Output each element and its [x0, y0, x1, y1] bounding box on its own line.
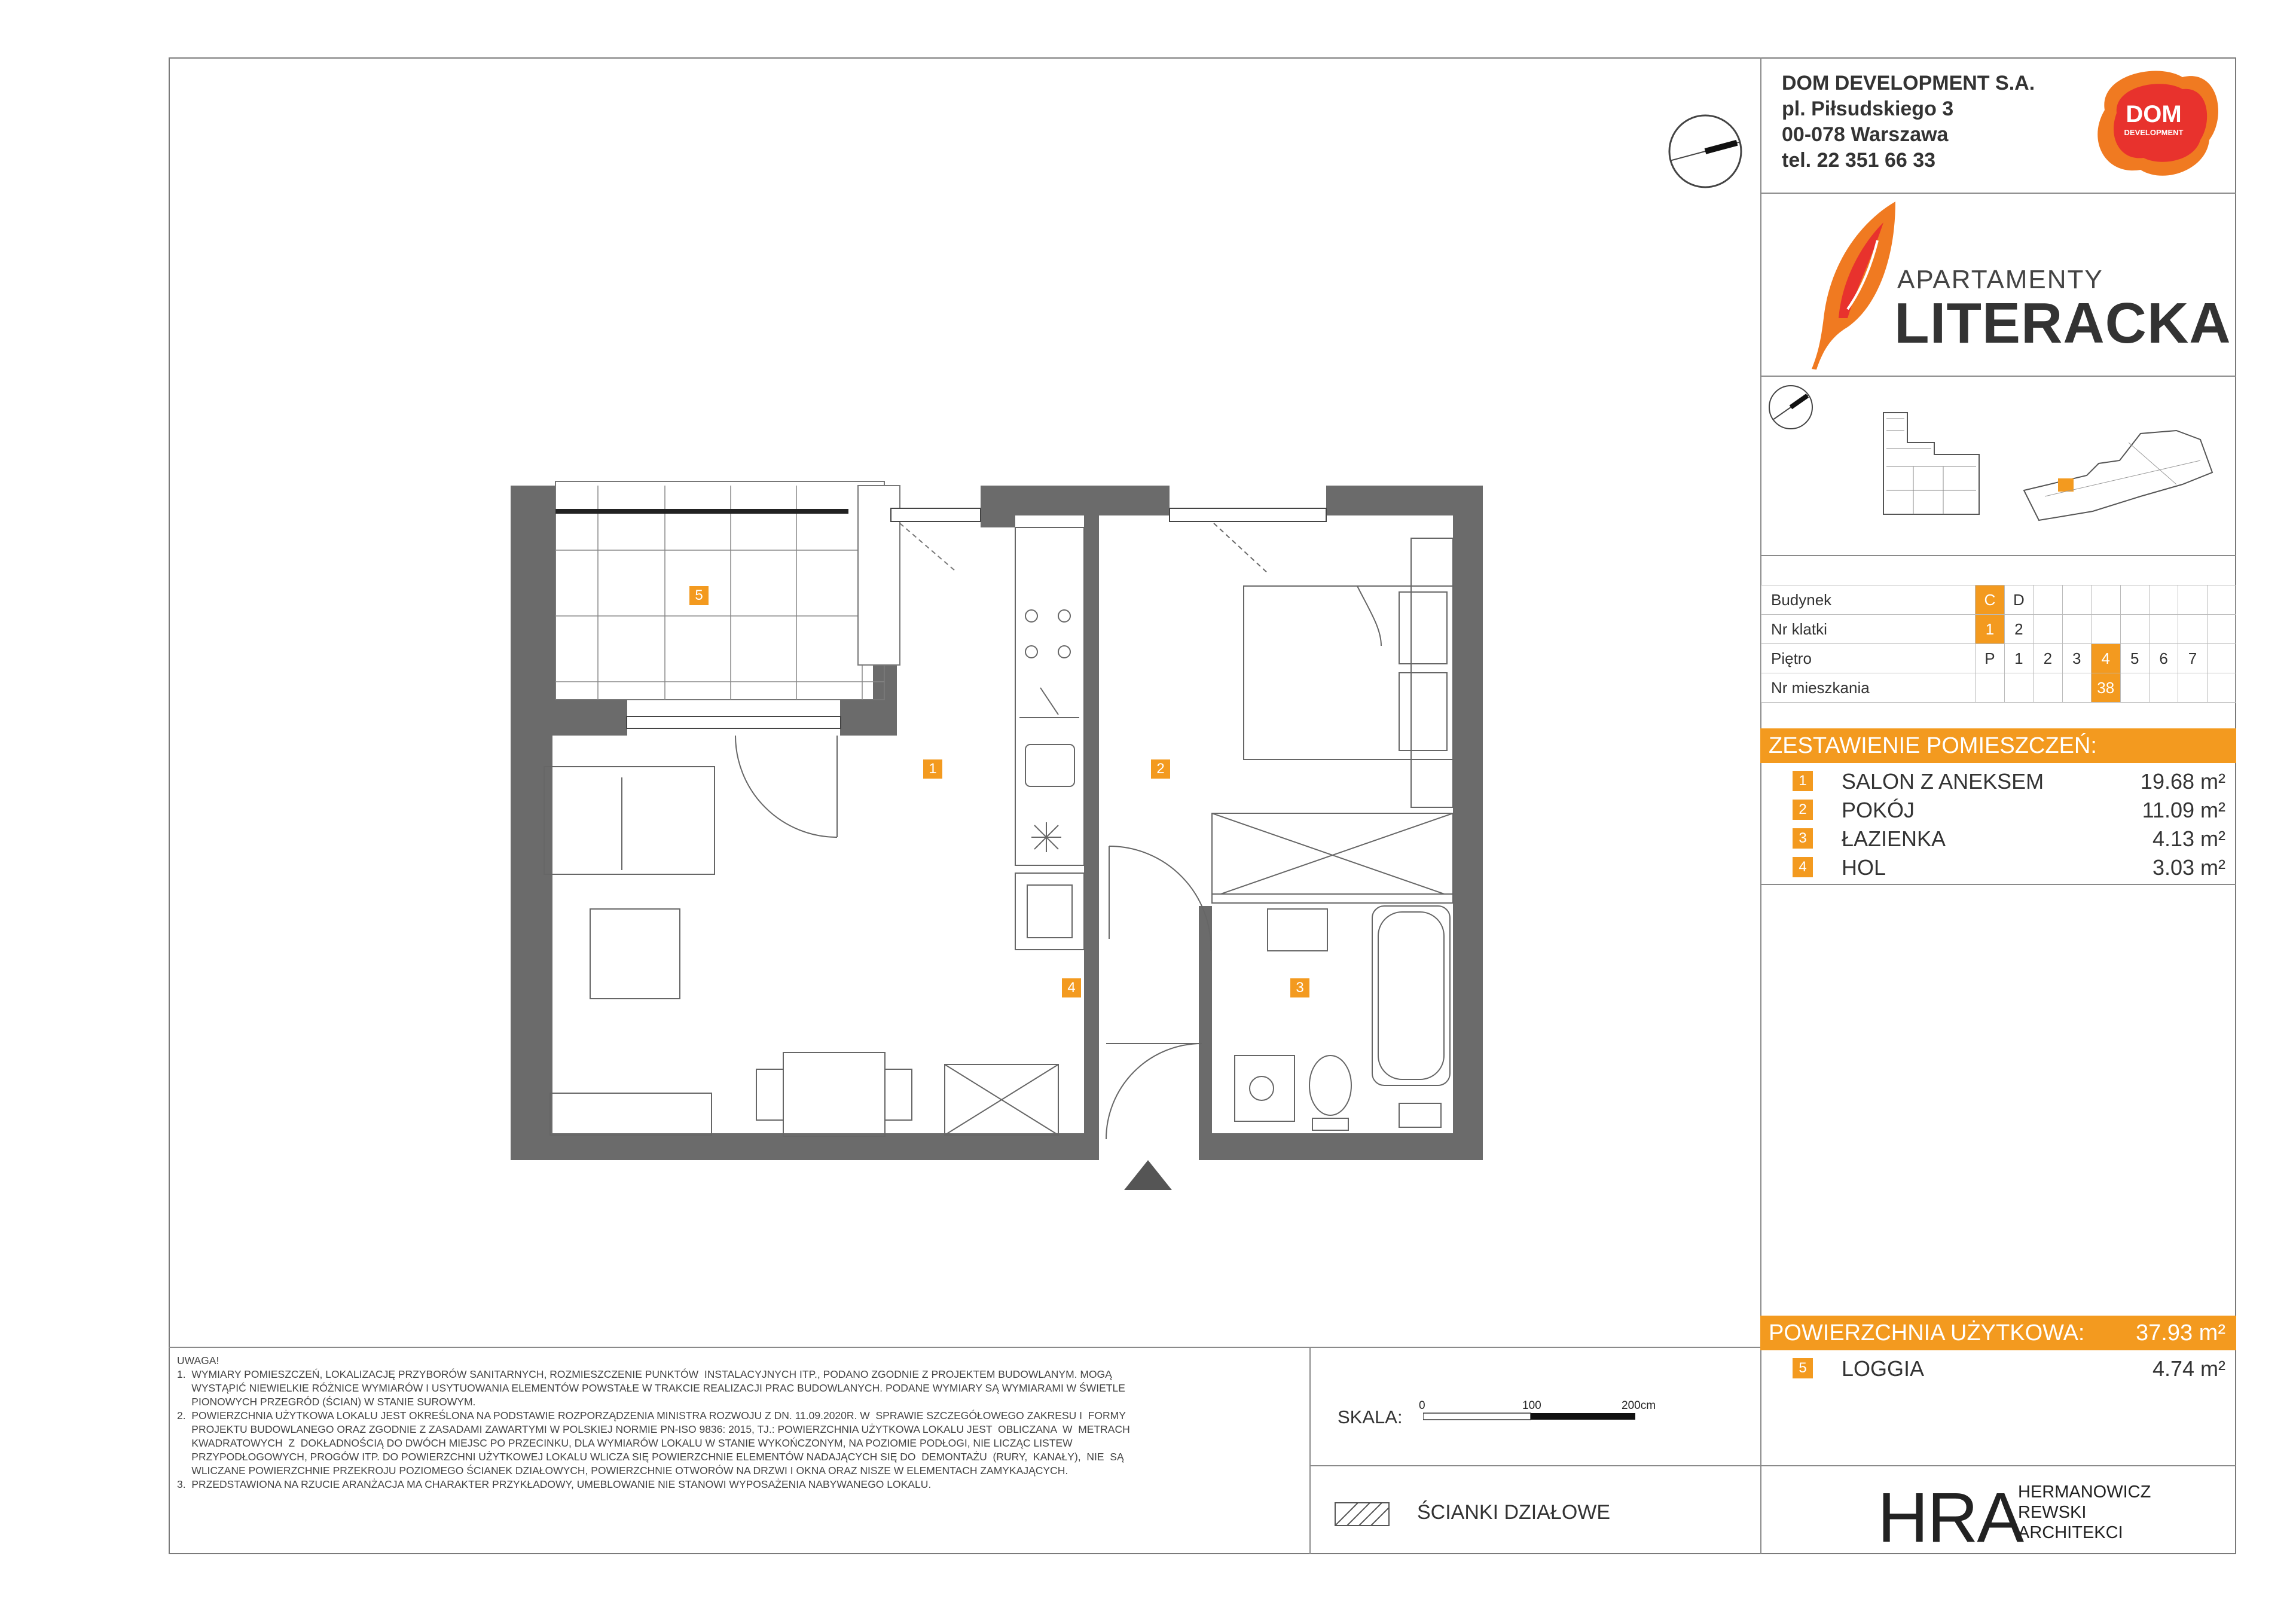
note-line: WLICZANE POWIERZCHNIE PRZEKROJU POZIOMEGO ŚCIANEK DZIAŁOWYCH, POWIERZCHNIE OTWORÓW NA DRZWI I OKNA ORAZ NISZE W ELEMENTACH ZAMYKAJĄCYCH.: [177, 1465, 1068, 1476]
note-line: PRZYPODŁOGOWYCH, PROGÓW ITP. DO POWIERZCHNI UŻYTKOWEJ LOKALU WLICZA SIĘ POWIERZCHNIE ELEMENTÓW NADAJĄCYCH SIĘ DO DEMONTAŻU (RURY, KANAŁY), NIE SĄ: [177, 1451, 1124, 1463]
room-row: [1760, 824, 2236, 853]
info-cell: [2091, 615, 2120, 644]
rooms-header-label: ZESTAWIENIE POMIESZCZEŃ:: [1769, 733, 2097, 758]
partition-wall-hatch-icon: [1335, 1502, 1390, 1526]
info-cell: 1: [2004, 644, 2033, 673]
room-area: 19.68 m²: [2140, 769, 2225, 794]
room-tag-2: 2: [1151, 759, 1170, 779]
info-cell: P: [1976, 644, 2004, 673]
info-cell: D: [2004, 585, 2033, 615]
north-arrow-small-icon: [1764, 380, 1818, 434]
info-cell: 2: [2004, 615, 2033, 644]
info-row: [1761, 644, 2236, 673]
entrance-arrow-icon: [1124, 1160, 1172, 1190]
architect-line2: REWSKI: [2018, 1503, 2087, 1522]
scale-tick-200: 200cm: [1622, 1399, 1656, 1412]
info-cell: [2091, 585, 2120, 615]
room-name: SALON Z ANEKSEM: [1842, 769, 2044, 794]
info-cell: [2149, 673, 2178, 703]
room-number: 4: [1793, 857, 1813, 877]
company-address: [1782, 71, 2035, 173]
info-cell: 6: [2149, 644, 2178, 673]
hra-logo: HRA: [1877, 1478, 2023, 1557]
bedroom: [1170, 508, 1453, 897]
brand-line1: APARTAMENTY: [1897, 265, 2103, 294]
room-tag-1: 1: [923, 759, 942, 779]
architect-name: [2018, 1482, 2151, 1543]
info-row: [1761, 585, 2236, 615]
room-name: POKÓJ: [1842, 798, 1915, 822]
note-line: WYSTĄPIĆ NIEWIELKIE RÓŻNICE WYMIARÓW I USYTUOWANIA ELEMENTÓW POWSTAŁE W TRAKCIE REALIZACJI PRAC BUDOWLANYCH. PODANE WYMIARY SĄ WYMIARAMI W ŚWIETLE: [177, 1382, 1125, 1394]
scale-label: SKALA:: [1338, 1407, 1403, 1427]
info-cell: [2120, 615, 2149, 644]
panel-divider: [1760, 193, 2236, 194]
info-row-label: Budynek: [1761, 585, 1976, 615]
usable-area-bar: [1760, 1316, 2236, 1350]
logo-text: DOM: [2126, 101, 2182, 127]
company-name: DOM DEVELOPMENT S.A.: [1782, 72, 2035, 94]
rooms-header: [1760, 728, 2236, 763]
info-cell: 7: [2178, 644, 2207, 673]
loggia-name: LOGGIA: [1842, 1356, 1925, 1381]
notes: [177, 1354, 1289, 1491]
info-cell: [2178, 615, 2207, 644]
note-line: 3. PRZEDSTAWIONA NA RZUCIE ARANŻACJA MA CHARAKTER PRZYKŁADOWY, UMEBLOWANIE NIE STANOWI WYPOSAŻENIA NABYWANEGO LOKALU.: [177, 1478, 932, 1490]
kitchen: [1015, 527, 1084, 950]
rooms-divider: [1760, 884, 2236, 885]
company-city: 00-078 Warszawa: [1782, 123, 1949, 146]
info-cell: [2062, 673, 2091, 703]
note-line: KWADRATOWYCH Z DOKŁADNOŚCIĄ DO DWÓCH MIEJSC PO PRZECINKU, DLA WYMIARÓW LOKALU W STANIE WYKOŃCZONYM, NA POZIOMIE PODŁOGI, NIE LICZĄC LISTEW: [177, 1437, 1073, 1449]
info-cell: [2004, 673, 2033, 703]
note-line: PROJEKTU BUDOWLANEGO ORAZ ZGODNIE Z ZASADAMI ZAWARTYMI W POLSKIEJ NORMIE PN-ISO 9836: 2015, TJ.: POWIERZCHNIA UŻYTKOWA LOKALU JEST OBLICZANA W METRACH: [177, 1423, 1130, 1435]
notes-divider: [1309, 1347, 1311, 1554]
architect-line1: HERMANOWICZ: [2018, 1482, 2151, 1502]
architect-line3: ARCHITEKCI: [2018, 1523, 2123, 1542]
feather-logo-icon: [1806, 199, 1907, 372]
loggia-row: [1760, 1354, 2236, 1383]
scale-tick-0: 0: [1419, 1399, 1425, 1412]
partition-walls-label: ŚCIANKI DZIAŁOWE: [1417, 1501, 1611, 1524]
room-area: 11.09 m²: [2142, 798, 2225, 822]
info-cell: 38: [2091, 673, 2120, 703]
notes-title: UWAGA!: [177, 1354, 219, 1366]
room-number: 2: [1793, 800, 1813, 820]
brand-line2: LITERACKA: [1894, 291, 2231, 355]
room-tag-5: 5: [689, 586, 709, 605]
info-cell: [2178, 673, 2207, 703]
info-cell: C: [1976, 585, 2004, 615]
info-cell: [1976, 673, 2004, 703]
scale-bar: [1423, 1413, 1638, 1421]
room-row: [1760, 767, 2236, 795]
usable-area-label: POWIERZCHNIA UŻYTKOWA:: [1769, 1320, 2085, 1346]
info-row: [1761, 615, 2236, 644]
info-cell: [2207, 585, 2236, 615]
info-cell: [2149, 615, 2178, 644]
room-area: 3.03 m²: [2152, 855, 2225, 880]
logo-subtext: DEVELOPMENT: [2124, 128, 2184, 137]
info-cell: [2120, 585, 2149, 615]
panel-divider: [1760, 555, 2236, 556]
info-cell: [2149, 585, 2178, 615]
info-cell: 2: [2034, 644, 2062, 673]
info-cell: [2062, 585, 2091, 615]
room-row: [1760, 853, 2236, 881]
info-cell: 1: [1976, 615, 2004, 644]
info-cell: [2034, 585, 2062, 615]
company-phone: tel. 22 351 66 33: [1782, 149, 1936, 172]
info-cell: [2120, 673, 2149, 703]
room-number: 3: [1793, 828, 1813, 849]
loggia-area: 4.74 m²: [2152, 1356, 2225, 1381]
info-cell: [2062, 615, 2091, 644]
note-line: 2. POWIERZCHNIA UŻYTKOWA LOKALU JEST OKREŚLONA NA PODSTAWIE ROZPORZĄDZENIA MINISTRA ROZWOJU Z DN. 11.09.2020R. W SPRAWIE SZCZEGÓŁOWEGO ZAKRESU I FORMY: [177, 1410, 1126, 1421]
room-name: HOL: [1842, 855, 1886, 880]
key-plan-site: [2021, 419, 2230, 526]
key-plan-building-c: [1871, 407, 1985, 520]
room-area: 4.13 m²: [2152, 826, 2225, 851]
info-row-label: Nr mieszkania: [1761, 673, 1976, 703]
info-cell: [2207, 673, 2236, 703]
legend-divider: [1309, 1465, 2236, 1466]
room-tag-3: 3: [1290, 978, 1309, 997]
room-tag-4: 4: [1062, 978, 1081, 997]
room-name: ŁAZIENKA: [1842, 826, 1946, 851]
panel-divider: [1760, 376, 2236, 377]
info-cell: [2178, 585, 2207, 615]
info-cell: 5: [2120, 644, 2149, 673]
note-line: 1. WYMIARY POMIESZCZEŃ, LOKALIZACJĘ PRZYBORÓW SANITARNYCH, ROZMIESZCZENIE PUNKTÓW INSTALACYJNYCH ITP., PODANO ZGODNIE Z PROJEKTEM BUDOWLANYM. MOGĄ: [177, 1368, 1112, 1380]
walls: [511, 486, 1483, 1160]
info-row: [1761, 673, 2236, 703]
info-cell: [2034, 673, 2062, 703]
room-row: [1760, 795, 2236, 824]
scale-tick-100: 100: [1522, 1399, 1541, 1412]
info-cell: [2034, 615, 2062, 644]
apartment-info-table: [1761, 585, 2236, 703]
usable-area-value: 37.93 m²: [2136, 1320, 2225, 1346]
loggia: [555, 481, 981, 728]
bathroom: [1212, 894, 1453, 1130]
note-line: PIONOWYCH PRZEGRÓD (ŚCIAN) W STANIE SUROWYM.: [177, 1396, 476, 1408]
info-cell: 4: [2091, 644, 2120, 673]
loggia-number: 5: [1793, 1358, 1813, 1378]
room-number: 1: [1793, 771, 1813, 791]
info-row-label: Nr klatki: [1761, 615, 1976, 644]
living-room: [544, 736, 1211, 1139]
info-cell: 3: [2062, 644, 2091, 673]
info-row-label: Piętro: [1761, 644, 1976, 673]
dom-development-logo: [2087, 62, 2221, 182]
info-cell: [2207, 615, 2236, 644]
info-cell: [2207, 644, 2236, 673]
company-street: pl. Piłsudskiego 3: [1782, 97, 1954, 120]
